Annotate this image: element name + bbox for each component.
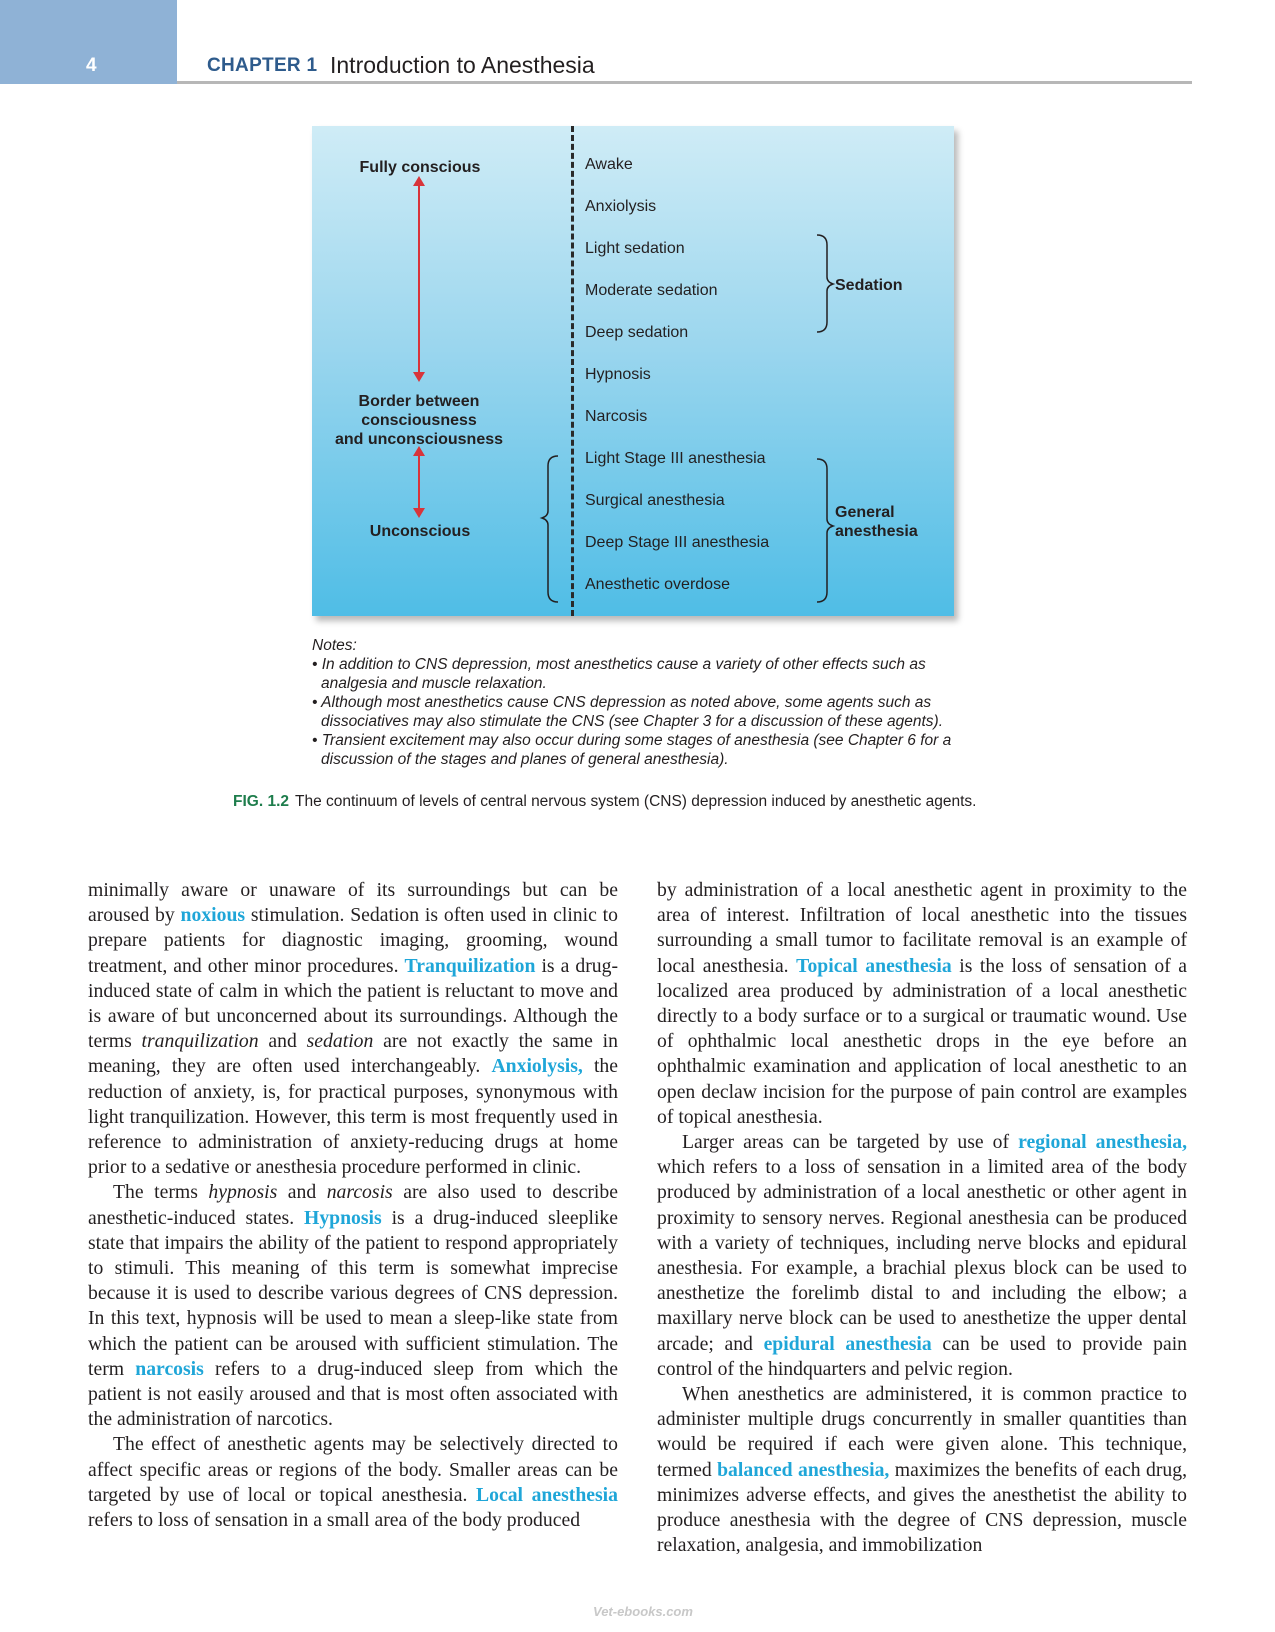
label-border-line2: consciousness bbox=[361, 412, 477, 429]
label-border-line3: and unconsciousness bbox=[334, 431, 504, 448]
term-epidural-anesthesia: epidural anesthesia bbox=[763, 1332, 932, 1355]
figure-label: FIG. 1.2 bbox=[233, 793, 289, 810]
text-run: refers to loss of sensation in a small area of the body produced bbox=[88, 1509, 581, 1532]
page-number: 4 bbox=[86, 55, 97, 76]
term-regional-anesthesia: regional anesthesia, bbox=[1018, 1131, 1188, 1154]
group-label-general-line2: anesthesia bbox=[835, 523, 918, 540]
term-balanced-anesthesia: balanced anesthesia, bbox=[717, 1458, 890, 1481]
label-fully-conscious: Fully conscious bbox=[359, 159, 481, 176]
notes-heading: Notes: bbox=[312, 637, 357, 654]
sedation-brace bbox=[817, 235, 833, 332]
level-surgical-anesthesia: Surgical anesthesia bbox=[585, 492, 725, 509]
text-run: are also used to describe anesthetic-induced states. bbox=[88, 1181, 618, 1229]
paragraph bbox=[657, 1130, 1187, 1382]
label-border-line1: Border between bbox=[358, 393, 480, 410]
term-narcosis: narcosis bbox=[135, 1357, 204, 1380]
text-run: the reduction of anxiety, is, for practical purposes, synonymous with light tranquilization. However, this term is most frequently used in reference to administration of anxiety-reducing drugs at home prior to a sedative or anesthesia procedure performed in clinic. bbox=[88, 1055, 618, 1179]
group-label-general-anesthesia bbox=[835, 503, 918, 541]
level-light-stage-iii: Light Stage III anesthesia bbox=[585, 450, 766, 467]
label-border bbox=[316, 392, 522, 449]
figure-caption bbox=[233, 793, 977, 811]
paragraph bbox=[88, 1432, 618, 1533]
header-rule bbox=[177, 81, 1192, 84]
text-run: The terms bbox=[113, 1181, 209, 1204]
watermark: Vet-ebooks.com bbox=[593, 1604, 693, 1619]
chapter-label: CHAPTER 1 bbox=[207, 55, 318, 76]
italic-term: narcosis bbox=[326, 1181, 393, 1204]
paragraph bbox=[657, 1382, 1187, 1558]
text-run: is the loss of sensation of a localized area produced by administration of a local anesthetic directly to a body surface or to a surgical or traumatic wound. Use of ophthalmic local anesthetic drops in the eye before an ophthalmic examination and application of local anesthetic to an open declaw incision for the purpose of pain control are examples of topical anesthesia. bbox=[657, 954, 1187, 1128]
text-run: stimulation. Sedation is often used in clinic to prepare patients for diagnostic imaging, grooming, wound treatment, and other minor procedures. bbox=[88, 904, 618, 977]
text-run: Larger areas can be targeted by use of bbox=[682, 1131, 1019, 1154]
text-run: which refers to a loss of sensation in a limited area of the body produced by administration of a local anesthetic or other agent in proximity to sensory nerves. Regional anesthesia can be produced with a variety of techniques, including nerve blocks and epidural anesthesia. For example, a brachial plexus block can be used to anesthetize the forelimb distal to and including the elbow; a maxillary nerve block can be used to anesthetize the upper dental arcade; and bbox=[657, 1156, 1187, 1355]
level-light-sedation: Light sedation bbox=[585, 240, 685, 257]
group-label-general-line1: General bbox=[835, 504, 895, 521]
term-hypnosis: Hypnosis bbox=[304, 1206, 382, 1229]
italic-term: sedation bbox=[306, 1030, 374, 1053]
label-unconscious: Unconscious bbox=[369, 523, 471, 540]
level-narcosis: Narcosis bbox=[585, 408, 648, 425]
body-column-left bbox=[88, 878, 618, 1533]
text-run: is a drug-induced sleeplike state that impairs the ability of the patient to respond appropriately to stimuli. This meaning of this term is somewhat imprecise because it is used to describe various degrees of CNS depression. In this text, hypnosis will be used to mean a sleep-like state from which the patient can be aroused with sufficient stimulation. The term bbox=[88, 1206, 618, 1380]
general-anesthesia-brace bbox=[817, 459, 833, 602]
text-run: minimally aware or unaware of its surroundings but can be aroused by bbox=[88, 879, 618, 927]
level-awake: Awake bbox=[585, 156, 633, 173]
left-brace bbox=[542, 456, 558, 602]
paragraph bbox=[88, 1180, 618, 1432]
text-run: refers to a drug-induced sleep from which the patient is not easily aroused and that is most often associated with the administration of narcotics. bbox=[88, 1357, 618, 1431]
text-run: is a drug-induced state of calm in which the patient is reluctant to move and is aware of but unconcerned about its surroundings. Although the terms bbox=[88, 954, 619, 1053]
level-moderate-sedation: Moderate sedation bbox=[585, 282, 718, 299]
paragraph bbox=[657, 878, 1187, 1130]
level-anesthetic-overdose: Anesthetic overdose bbox=[585, 576, 730, 593]
note-item: • Transient excitement may also occur during some stages of anesthesia (see Chapter 6 for a discussion of the stages and planes of general anesthesia). bbox=[312, 732, 952, 768]
chapter-title: Introduction to Anesthesia bbox=[330, 52, 595, 78]
text-run: maximizes the benefits of each drug, minimizes adverse effects, and gives the anesthetist the ability to produce anesthesia with the degree of CNS depression, muscle relaxation, analgesia, and immobilization bbox=[657, 1458, 1187, 1557]
paragraph bbox=[88, 878, 618, 1180]
text-run: The effect of anesthetic agents may be selectively directed to affect specific areas or regions of the body. Smaller areas can be targeted by use of local or topical anesthesia. bbox=[88, 1433, 618, 1506]
text-run: are not exactly the same in meaning, they are often used interchangeably. bbox=[88, 1030, 618, 1078]
text-run: and bbox=[258, 1030, 307, 1053]
figure-caption-text: The continuum of levels of central nervous system (CNS) depression induced by anesthetic agents. bbox=[295, 793, 977, 810]
note-item: • Although most anesthetics cause CNS depression as noted above, some agents such as dissociatives may also stimulate the CNS (see Chapter 3 for a discussion of these agents). bbox=[312, 694, 944, 730]
level-deep-sedation: Deep sedation bbox=[585, 324, 689, 341]
text-run: can be used to provide pain control of the hindquarters and pelvic region. bbox=[657, 1332, 1188, 1380]
group-label-sedation: Sedation bbox=[835, 277, 903, 294]
text-run: by administration of a local anesthetic agent in proximity to the area of interest. Infiltration of local anesthetic into the tissues surrounding a small tumor to facilitate removal is an example of local anesthesia. bbox=[657, 879, 1187, 977]
cns-depression-figure bbox=[312, 126, 954, 616]
term-noxious: noxious bbox=[180, 904, 246, 927]
text-run: and bbox=[277, 1181, 327, 1204]
note-item: • In addition to CNS depression, most anesthetics cause a variety of other effects such as analgesia and muscle relaxation. bbox=[312, 656, 926, 692]
level-deep-stage-iii: Deep Stage III anesthesia bbox=[585, 534, 770, 551]
term-local-anesthesia: Local anesthesia bbox=[475, 1483, 618, 1506]
italic-term: tranquilization bbox=[141, 1030, 259, 1053]
term-anxiolysis: Anxiolysis, bbox=[491, 1055, 583, 1078]
term-topical-anesthesia: Topical anesthesia bbox=[796, 954, 952, 977]
level-anxiolysis: Anxiolysis bbox=[585, 198, 657, 215]
term-tranquilization: Tranquilization bbox=[404, 954, 536, 977]
figure-notes bbox=[312, 636, 952, 769]
body-column-right bbox=[657, 878, 1187, 1558]
level-hypnosis: Hypnosis bbox=[585, 366, 651, 383]
italic-term: hypnosis bbox=[208, 1181, 278, 1204]
text-run: When anesthetics are administered, it is common practice to administer multiple drugs concurrently in smaller quantities than would be required if each were given alone. This technique, termed bbox=[657, 1383, 1187, 1481]
